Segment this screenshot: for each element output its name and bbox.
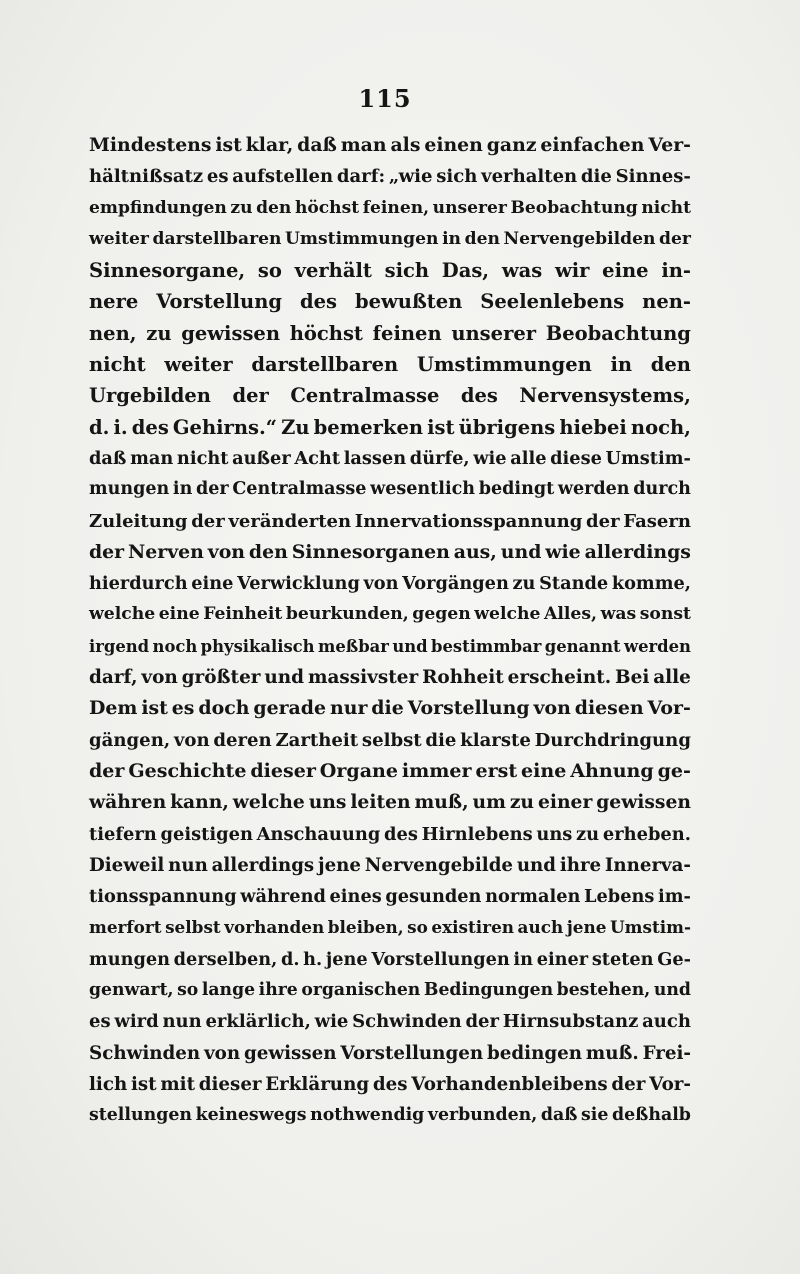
- text-line: hältnißsatz es aufstellen darf: „wie sich verhalten die Sinnes-: [89, 166, 691, 188]
- text-line: genwart, so lange ihre organischen Bedingungen bestehen, und: [89, 980, 691, 1001]
- text-line: nen, zu gewissen höchst feinen unserer Beobachtung: [89, 321, 691, 345]
- text-line: irgend noch physikalisch meßbar und bestimmbar genannt werden: [89, 636, 691, 656]
- text-line: Sinnesorgane, so verhält sich Das, was wir eine in-: [89, 259, 691, 283]
- text-line: mungen derselben, d. h. jene Vorstellungen in einer steten Ge-: [89, 948, 691, 970]
- text-line: Urgebilden der Centralmasse des Nervensystems,: [89, 384, 691, 408]
- text-line: hierdurch eine Verwicklung von Vorgängen zu Stande komme,: [89, 573, 691, 595]
- text-line: tionsspannung während eines gesunden normalen Lebens im-: [89, 886, 691, 908]
- page-number: 115: [358, 84, 412, 113]
- text-line: nere Vorstellung des bewußten Seelenlebens nen-: [89, 290, 691, 314]
- text-line: tiefern geistigen Anschauung des Hirnlebens uns zu erheben.: [89, 823, 691, 845]
- text-line: d. i. des Gehirns.“ Zu bemerken ist übrigens hiebei noch,: [89, 415, 691, 439]
- text-line: Zuleitung der veränderten Innervationsspannung der Fasern: [89, 510, 691, 532]
- text-line: welche eine Feinheit beurkunden, gegen welche Alles, was sonst: [89, 604, 691, 625]
- text-line: gängen, von deren Zartheit selbst die klarste Durchdringung: [89, 729, 691, 751]
- body-text: [89, 130, 691, 1132]
- text-line: Schwinden von gewissen Vorstellungen bedingen muß. Frei-: [89, 1042, 691, 1064]
- text-line: empfindungen zu den höchst feinen, unserer Beobachtung nicht: [89, 197, 691, 218]
- text-line: Mindestens ist klar, daß man als einen ganz einfachen Ver-: [89, 134, 691, 156]
- text-line: Dem ist es doch gerade nur die Vorstellung von diesen Vor-: [89, 697, 691, 720]
- text-line: der Geschichte dieser Organe immer erst eine Ahnung ge-: [89, 759, 691, 782]
- text-line: nicht weiter darstellbaren Umstimmungen in den: [89, 353, 691, 377]
- text-line: Dieweil nun allerdings jene Nervengebilde und ihre Innerva-: [89, 854, 691, 876]
- text-line: lich ist mit dieser Erklärung des Vorhandenbleibens der Vor-: [89, 1073, 691, 1095]
- text-line: stellungen keineswegs nothwendig verbunden, daß sie deßhalb: [89, 1105, 691, 1126]
- text-line: der Nerven von den Sinnesorganen aus, und wie allerdings: [89, 540, 691, 563]
- text-line: darf, von größter und massivster Rohheit erscheint. Bei alle: [89, 667, 691, 689]
- text-line: weiter darstellbaren Umstimmungen in den Nervengebilden der: [89, 228, 691, 249]
- text-line: es wird nun erklärlich, wie Schwinden der Hirnsubstanz auch: [89, 1011, 691, 1033]
- text-line: daß man nicht außer Acht lassen dürfe, wie alle diese Umstim-: [89, 447, 691, 469]
- text-line: währen kann, welche uns leiten muß, um zu einer gewissen: [89, 791, 691, 814]
- text-line: merfort selbst vorhanden bleiben, so existiren auch jene Umstim-: [89, 917, 691, 938]
- text-line: mungen in der Centralmasse wesentlich bedingt werden durch: [89, 479, 691, 500]
